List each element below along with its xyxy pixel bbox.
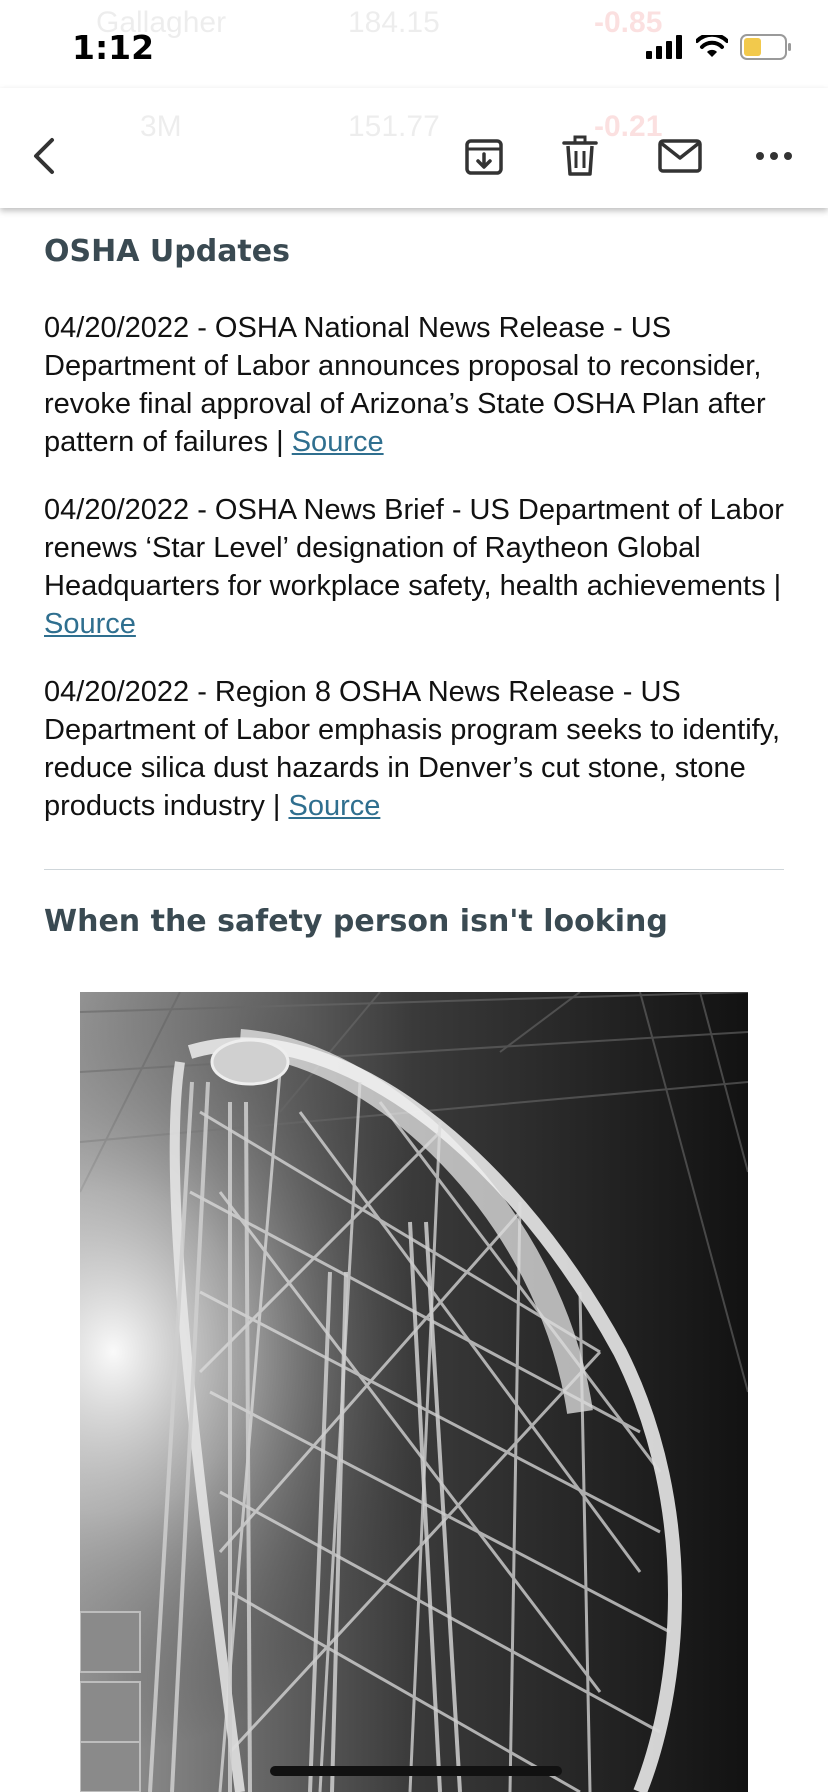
back-icon[interactable] bbox=[22, 132, 70, 180]
airship-photo bbox=[80, 992, 748, 1792]
trash-icon[interactable] bbox=[556, 132, 604, 180]
safety-section-title: When the safety person isn't looking bbox=[44, 904, 668, 939]
signal-icon bbox=[646, 35, 684, 64]
mail-icon[interactable] bbox=[652, 132, 708, 180]
source-link[interactable]: Source bbox=[44, 608, 136, 640]
status-time: 1:12 bbox=[72, 28, 155, 67]
email-body bbox=[44, 208, 784, 939]
news-item bbox=[44, 673, 784, 825]
battery-icon bbox=[740, 34, 792, 65]
osha-updates-title: OSHA Updates bbox=[44, 234, 290, 269]
status-bar bbox=[0, 0, 828, 88]
news-item bbox=[44, 491, 784, 643]
more-icon[interactable] bbox=[750, 132, 798, 180]
message-toolbar bbox=[0, 88, 828, 208]
source-link[interactable]: Source bbox=[288, 790, 381, 822]
news-item bbox=[44, 309, 784, 461]
archive-icon[interactable] bbox=[460, 132, 508, 180]
wifi-icon bbox=[696, 35, 728, 64]
news-text: 04/20/2022 - OSHA News Brief - US Department of Labor renews ‘Star Level’ designation of Raytheon Global Headquarters for workplace safety, health achievements | bbox=[44, 494, 784, 602]
news-text: 04/20/2022 - OSHA National News Release - US Department of Labor announces proposal to reconsider, revoke final approval of Arizona’s State OSHA Plan after pattern of failures | bbox=[44, 312, 766, 458]
home-indicator[interactable] bbox=[270, 1766, 562, 1776]
news-text: 04/20/2022 - Region 8 OSHA News Release - US Department of Labor emphasis program seeks to identify, reduce silica dust hazards in Denver’s cut stone, stone products industry | bbox=[44, 676, 781, 822]
status-icons bbox=[646, 34, 792, 65]
source-link[interactable]: Source bbox=[291, 426, 384, 458]
